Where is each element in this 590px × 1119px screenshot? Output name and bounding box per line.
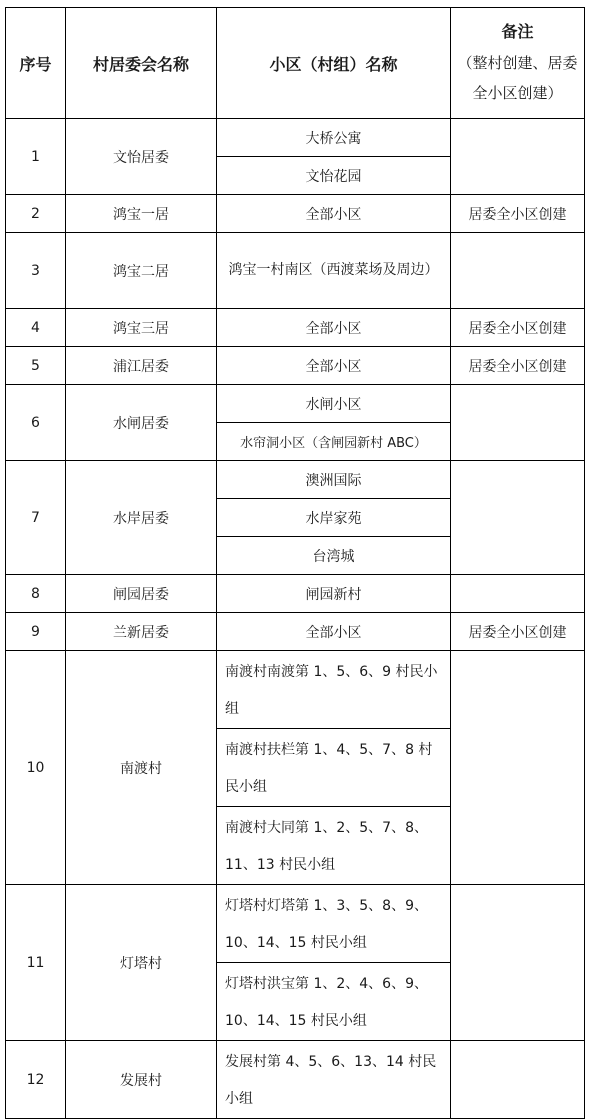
row-community: 全部小区 xyxy=(217,195,451,233)
table-row xyxy=(6,575,585,613)
table-row xyxy=(6,651,585,729)
row-community: 南渡村扶栏第 1、4、5、7、8 村民小组 xyxy=(217,729,451,807)
row-community: 灯塔村灯塔第 1、3、5、8、9、10、14、15 村民小组 xyxy=(217,885,451,963)
row-remark: 居委全小区创建 xyxy=(451,347,585,385)
row-remark xyxy=(451,651,585,885)
row-remark: 居委全小区创建 xyxy=(451,613,585,651)
row-community: 全部小区 xyxy=(217,347,451,385)
row-committee: 水岸居委 xyxy=(66,461,217,575)
table-row xyxy=(6,119,585,157)
table-row xyxy=(6,309,585,347)
row-community: 台湾城 xyxy=(217,537,451,575)
row-no: 10 xyxy=(6,651,66,885)
table-row xyxy=(6,195,585,233)
header-community: 小区（村组）名称 xyxy=(217,8,451,119)
row-community: 闸园新村 xyxy=(217,575,451,613)
table-row xyxy=(6,885,585,963)
table-row xyxy=(6,233,585,309)
row-community: 文怡花园 xyxy=(217,157,451,195)
header-remark-title: 备注 xyxy=(501,21,534,41)
row-remark xyxy=(451,575,585,613)
row-remark xyxy=(451,233,585,309)
row-no: 6 xyxy=(6,385,66,461)
row-no: 3 xyxy=(6,233,66,309)
row-community: 大桥公寓 xyxy=(217,119,451,157)
row-remark: 居委全小区创建 xyxy=(451,309,585,347)
row-community: 南渡村南渡第 1、5、6、9 村民小组 xyxy=(217,651,451,729)
row-committee: 灯塔村 xyxy=(66,885,217,1041)
row-no: 11 xyxy=(6,885,66,1041)
row-remark xyxy=(451,385,585,461)
row-committee: 鸿宝一居 xyxy=(66,195,217,233)
row-no: 9 xyxy=(6,613,66,651)
row-community: 澳洲国际 xyxy=(217,461,451,499)
row-committee: 南渡村 xyxy=(66,651,217,885)
row-no: 12 xyxy=(6,1041,66,1119)
row-community: 发展村第 4、5、6、13、14 村民小组 xyxy=(217,1041,451,1119)
header-no: 序号 xyxy=(6,8,66,119)
row-committee: 鸿宝三居 xyxy=(66,309,217,347)
row-community: 水帘洞小区（含闸园新村 ABC） xyxy=(217,423,451,461)
row-no: 2 xyxy=(6,195,66,233)
row-community: 水岸家苑 xyxy=(217,499,451,537)
row-community: 灯塔村洪宝第 1、2、4、6、9、10、14、15 村民小组 xyxy=(217,963,451,1041)
table-row xyxy=(6,613,585,651)
row-no: 1 xyxy=(6,119,66,195)
row-no: 5 xyxy=(6,347,66,385)
row-committee: 发展村 xyxy=(66,1041,217,1119)
row-no: 7 xyxy=(6,461,66,575)
row-community: 南渡村大同第 1、2、5、7、8、11、13 村民小组 xyxy=(217,807,451,885)
row-no: 8 xyxy=(6,575,66,613)
row-remark xyxy=(451,461,585,575)
header-remark-sub: （整村创建、居委全小区创建） xyxy=(457,53,578,102)
table-row xyxy=(6,1041,585,1119)
table-row xyxy=(6,347,585,385)
table-header-row xyxy=(6,8,585,119)
header-committee: 村居委会名称 xyxy=(66,8,217,119)
row-committee: 水闸居委 xyxy=(66,385,217,461)
row-committee: 兰新居委 xyxy=(66,613,217,651)
community-table xyxy=(5,7,585,1119)
table-row xyxy=(6,461,585,499)
row-remark xyxy=(451,885,585,1041)
row-no: 4 xyxy=(6,309,66,347)
row-community: 全部小区 xyxy=(217,613,451,651)
row-remark xyxy=(451,119,585,195)
row-committee: 浦江居委 xyxy=(66,347,217,385)
row-community: 鸿宝一村南区（西渡菜场及周边） xyxy=(217,233,451,309)
table-row xyxy=(6,385,585,423)
row-community: 全部小区 xyxy=(217,309,451,347)
row-community: 水闸小区 xyxy=(217,385,451,423)
row-remark: 居委全小区创建 xyxy=(451,195,585,233)
row-committee: 闸园居委 xyxy=(66,575,217,613)
row-committee: 鸿宝二居 xyxy=(66,233,217,309)
header-remark xyxy=(451,8,585,119)
row-remark xyxy=(451,1041,585,1119)
row-committee: 文怡居委 xyxy=(66,119,217,195)
